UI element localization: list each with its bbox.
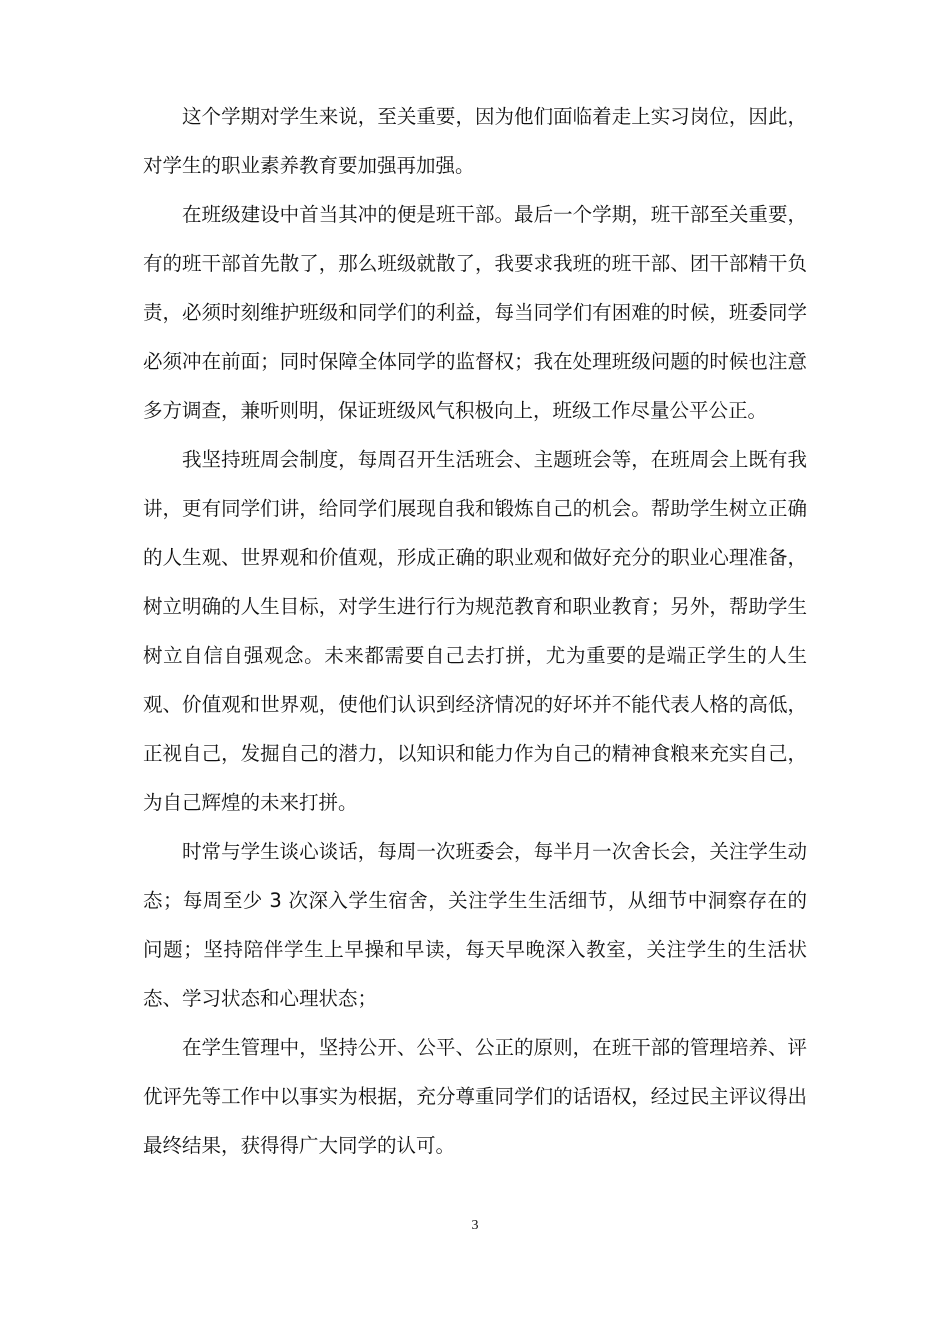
paragraph-4: 时常与学生谈心谈话，每周一次班委会，每半月一次舍长会，关注学生动态；每周至少 3 次深入学生宿舍，关注学生生活细节，从细节中洞察存在的问题；坚持陪伴学生上早操和早读，每天早晚深入教室，关注学生的生活状态、学习状态和心理状态； — [143, 840, 807, 1010]
paragraph-1: 这个学期对学生来说，至关重要，因为他们面临着走上实习岗位，因此，对学生的职业素养教育要加强再加强。 — [143, 105, 807, 177]
paragraph-2: 在班级建设中首当其冲的便是班干部。最后一个学期，班干部至关重要，有的班干部首先散了，那么班级就散了，我要求我班的班干部、团干部精干负责，必须时刻维护班级和同学们的利益，每当同学们有困难的时候，班委同学必须冲在前面；同时保障全体同学的监督权；我在处理班级问题的时候也注意多方调查，兼听则明，保证班级风气积极向上，班级工作尽量公平公正。 — [143, 203, 807, 422]
document-body — [143, 92, 807, 1170]
paragraph-5: 在学生管理中，坚持公开、公平、公正的原则，在班干部的管理培养、评优评先等工作中以事实为根据，充分尊重同学们的话语权，经过民主评议得出最终结果，获得得广大同学的认可。 — [143, 1036, 807, 1157]
paragraph-3: 我坚持班周会制度，每周召开生活班会、主题班会等，在班周会上既有我讲，更有同学们讲，给同学们展现自我和锻炼自己的机会。帮助学生树立正确的人生观、世界观和价值观，形成正确的职业观和做好充分的职业心理准备，树立明确的人生目标，对学生进行行为规范教育和职业教育；另外，帮助学生树立自信自强观念。未来都需要自己去打拼，尤为重要的是端正学生的人生观、价值观和世界观，使他们认识到经济情况的好坏并不能代表人格的高低，正视自己，发掘自己的潜力，以知识和能力作为自己的精神食粮来充实自己，为自己辉煌的未来打拼。 — [143, 448, 807, 814]
page-number: 3 — [471, 1218, 479, 1233]
